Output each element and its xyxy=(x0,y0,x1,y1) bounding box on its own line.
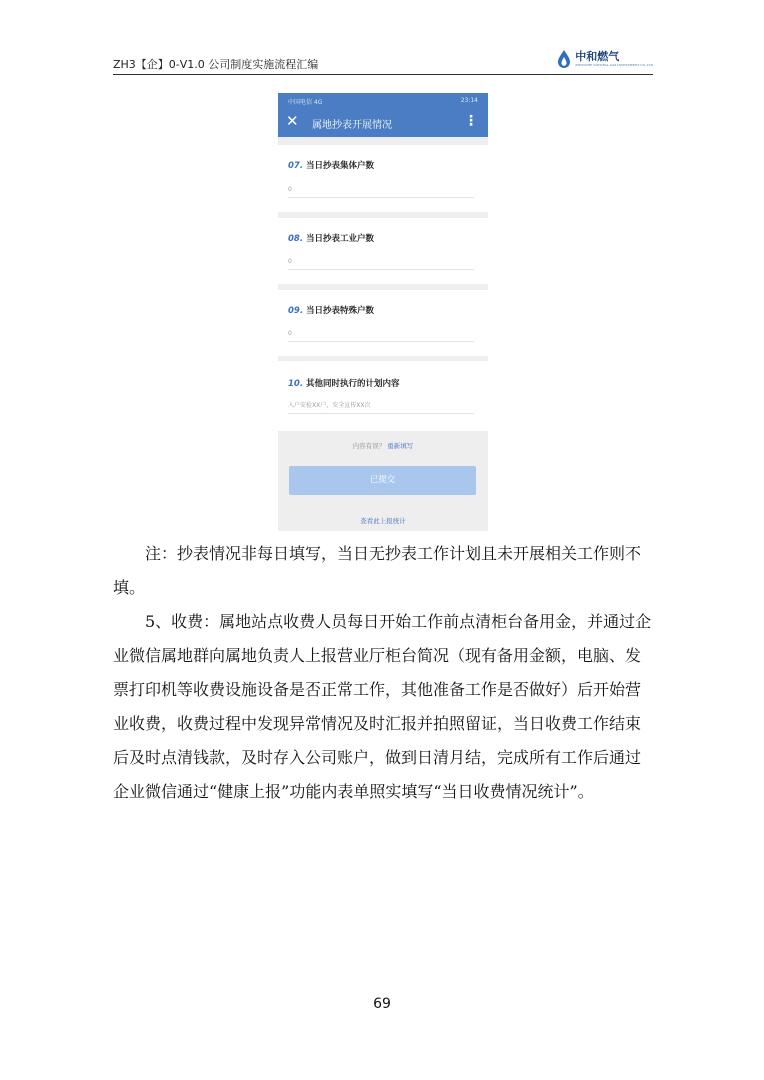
document-title: ZH3【企】0-V1.0 公司制度实施流程汇编 xyxy=(113,58,319,71)
status-bar xyxy=(278,93,488,107)
question-title: 09. 当日抄表特殊户数 xyxy=(288,306,375,316)
app-bar xyxy=(278,107,488,137)
question-input[interactable]: 0 xyxy=(288,255,474,270)
flame-drop-icon xyxy=(557,50,571,68)
more-vertical-icon[interactable]: ⋮ xyxy=(464,113,478,129)
question-card xyxy=(278,218,488,284)
logo-wordmark: 中和燃气 xyxy=(575,50,620,63)
form-footer xyxy=(278,431,488,531)
note-paragraph: 注：抄表情况非每日填写，当日无抄表工作计划且未开展相关工作则不填。 xyxy=(113,544,642,597)
carrier-text: 中国电信 4G xyxy=(288,99,323,106)
body-text xyxy=(113,537,653,809)
logo-subtext: ZHONGHE NATURAL GAS INVESTMENT CO.,LTD xyxy=(575,63,653,67)
question-input[interactable]: 入户安检XX户，安全宣传XX次 xyxy=(288,399,474,414)
question-title: 07. 当日抄表集体户数 xyxy=(288,161,375,171)
page-number: 69 xyxy=(373,996,391,1012)
page-header xyxy=(113,50,653,74)
question-title: 08. 当日抄表工业户数 xyxy=(288,234,375,244)
question-input[interactable]: 0 xyxy=(288,327,474,342)
fee-collection-paragraph: 5、收费：属地站点收费人员每日开始工作前点清柜台备用金，并通过企业微信属地群向属地负责人上报营业厅柜台简况（现有备用金额，电脑、发票打印机等收费设施设备是否正常工作，其他准备工作是否做好）后开始营业收费，收费过程中发现异常情况及时汇报并拍照留证，当日收费工作结束后及时点清钱款，及时存入公司账户，做到日清月结，完成所有工作后通过企业微信通过“健康上报”功能内表单照实填写“当日收费情况统计”。 xyxy=(113,612,652,801)
app-title: 属地抄表开展情况 xyxy=(312,120,392,131)
question-card xyxy=(278,290,488,356)
close-icon[interactable]: ✕ xyxy=(286,112,299,130)
refill-link[interactable]: 重新填写 xyxy=(387,442,414,450)
submitted-button[interactable]: 已提交 xyxy=(289,466,476,495)
question-card xyxy=(278,361,488,431)
question-card xyxy=(278,145,488,212)
edit-prompt-row xyxy=(278,441,488,450)
question-title: 10. 其他同时执行的计划内容 xyxy=(288,379,400,389)
header-divider xyxy=(113,74,653,75)
clock-text: 23:14 xyxy=(460,97,478,104)
question-input[interactable]: 0 xyxy=(288,183,474,198)
view-stats-link[interactable]: 查看此上报统计 xyxy=(360,517,406,525)
company-logo xyxy=(557,50,653,68)
phone-screenshot xyxy=(278,93,488,531)
edit-prompt: 内容有误？ xyxy=(352,442,386,450)
